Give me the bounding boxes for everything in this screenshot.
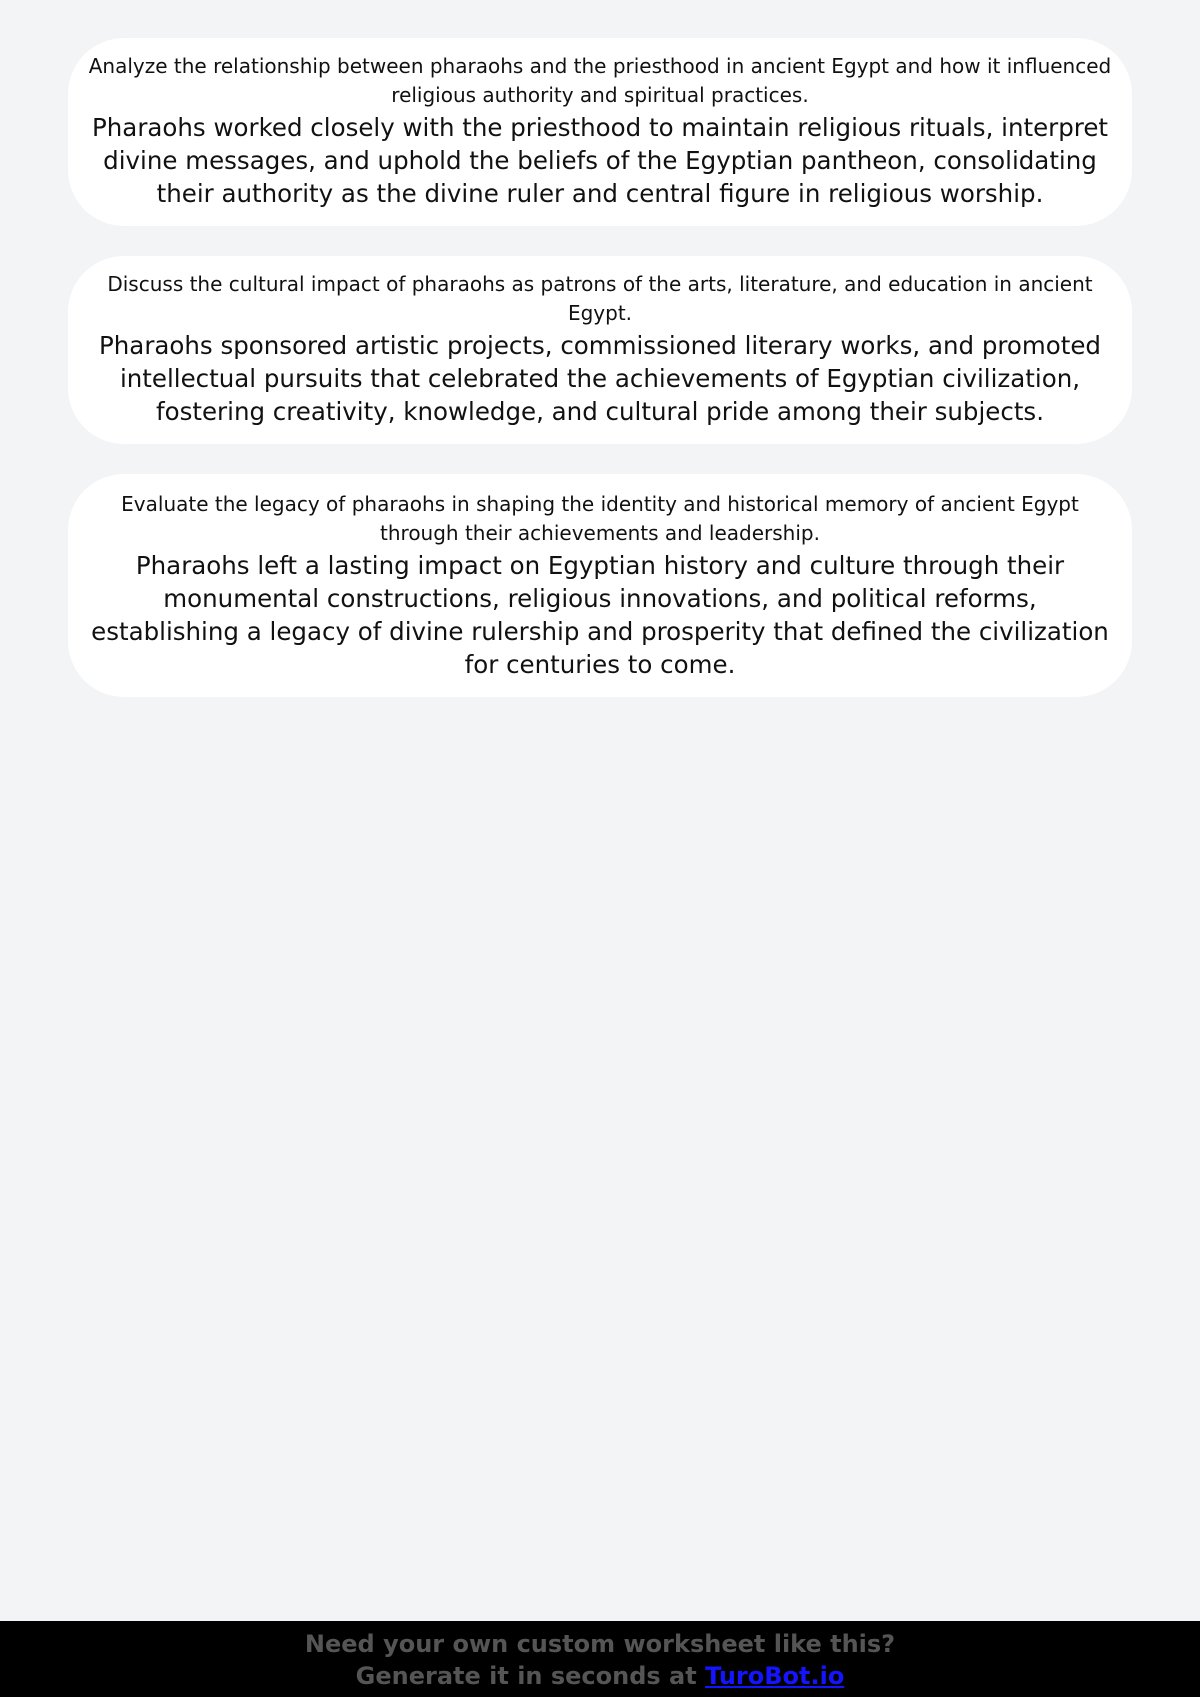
question-card-2: [68, 256, 1132, 444]
question-card-1: [68, 38, 1132, 226]
answer-text: Pharaohs sponsored artistic projects, commissioned literary works, and promoted intellectual pursuits that celebrated the achievements of Egyptian civilization, fostering creativity, knowledge, and cultural pride among their subjects.: [99, 331, 1101, 426]
promo-footer: [0, 1621, 1200, 1697]
answer-text: Pharaohs worked closely with the priesthood to maintain religious rituals, interpret divine messages, and uphold the beliefs of the Egyptian pantheon, consolidating their authority as the divine ruler and central figure in religious worship.: [92, 113, 1108, 208]
footer-prefix: Generate it in seconds at: [355, 1662, 706, 1690]
question-text: Discuss the cultural impact of pharaohs as patrons of the arts, literature, and education in ancient Egypt.: [107, 272, 1093, 325]
question-card-3: [68, 474, 1132, 697]
question-text: Analyze the relationship between pharaohs and the priesthood in ancient Egypt and how it influenced religious authority and spiritual practices.: [88, 54, 1112, 107]
turobot-link[interactable]: TuroBot.io: [705, 1662, 845, 1690]
footer-line-1: Need your own custom worksheet like this?: [304, 1630, 896, 1658]
footer-line-2: [0, 1660, 1200, 1692]
worksheet-cards: [68, 38, 1132, 727]
answer-text: Pharaohs left a lasting impact on Egyptian history and culture through their monumental constructions, religious innovations, and political reforms, establishing a legacy of divine rulership and prosperity that defined the civilization for centuries to come.: [91, 551, 1109, 679]
question-text: Evaluate the legacy of pharaohs in shaping the identity and historical memory of ancient Egypt through their achievements and leadership.: [121, 492, 1079, 545]
